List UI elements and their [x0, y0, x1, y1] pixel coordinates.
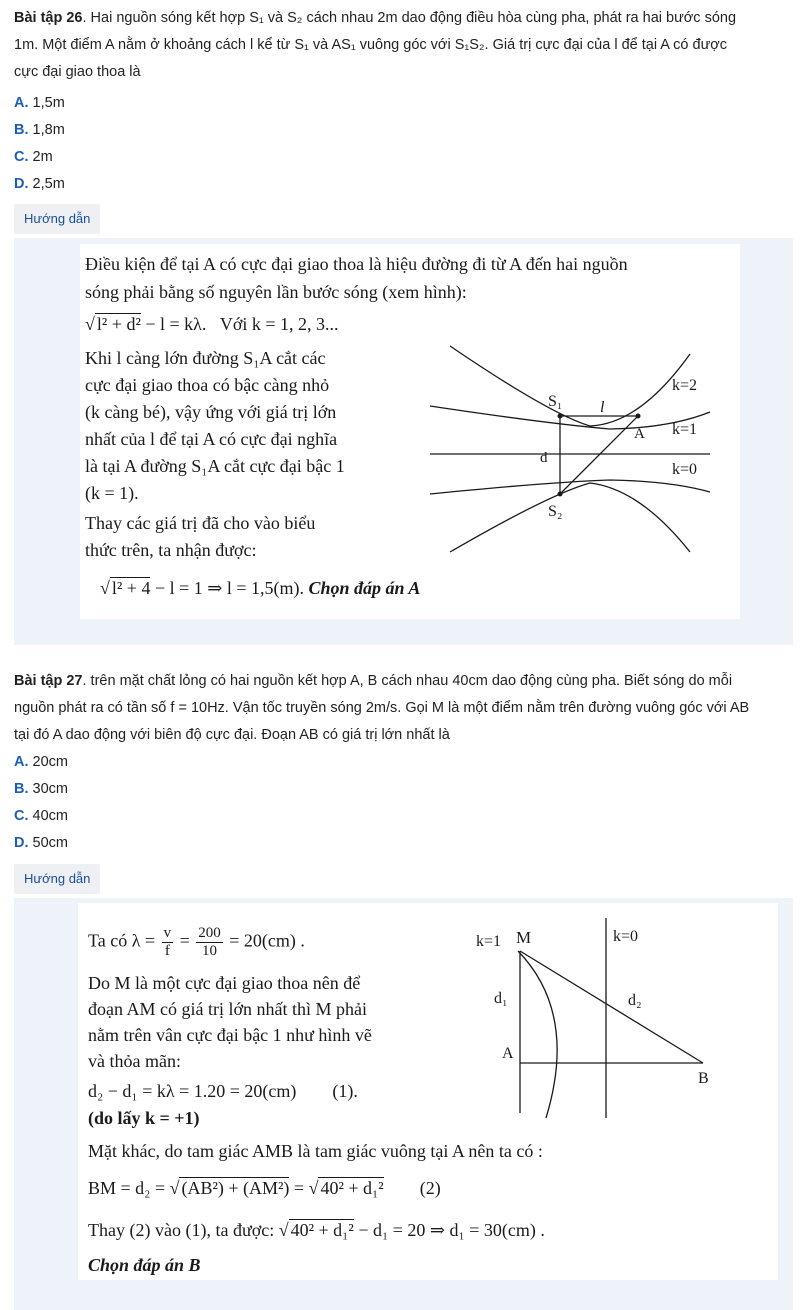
- q26-solution-scan: Điều kiện để tại A có cực đại giao thoa là hiệu đường đi từ A đến hai nguồn sóng phải bằng số nguyên lần bước sóng (xem hình): √ l² + d² − l = kλ. Với k = 1, 2, 3... Khi l càng lớn đường S₁A cắt các cực đại giao thoa có bậc càng nhỏ (k càng bé), vậy ứng với giá trị lớn nhất của l để tại A có cực đại nghĩa là tại A đường S₁A cắt cực đại bậc 1 (k = 1). Thay các giá trị đã cho vào biểu thức trên, ta nhận được: √ l² + 4 − l = 1 ⇒ l = 1,5(m). Chọn đáp án A k=2 k=1 k=0 S₁ S₂ l A d: [80, 244, 740, 619]
- q26-option-b[interactable]: B. 1,8m: [14, 122, 65, 138]
- question-27-text: Bài tập 27. trên mặt chất lỏng có hai nguồn kết hợp A, B cách nhau 40cm dao động cùng pha. Biết sóng do mỗi nguồn phát ra có tần số f = 10Hz. Vận tốc truyền sóng 2m/s. Gọi M là một điểm nằm trên đường vuông góc với AB tại đó A dao động với biên độ cực đại. Đoạn AB có giá trị lớn nhất là: [14, 673, 750, 743]
- q26-guide-button[interactable]: Hướng dẫn: [14, 204, 100, 234]
- q27-answer: Chọn đáp án B: [88, 1255, 201, 1275]
- fig-k0-label: k=0: [672, 461, 698, 478]
- q26-option-c[interactable]: C. 2m: [14, 149, 53, 165]
- q27-option-b[interactable]: B. 30cm: [14, 781, 68, 797]
- fig-s2-label: S₂: [548, 503, 563, 520]
- q27-solution-panel: [14, 898, 793, 1310]
- q26-solution-panel: [14, 238, 793, 645]
- q26-option-d[interactable]: D. 2,5m: [14, 176, 65, 192]
- fig27-k1-label: k=1: [476, 933, 502, 950]
- fig-d-label: d: [540, 450, 548, 466]
- fig27-a-label: A: [502, 1045, 514, 1062]
- q27-equation-2: BM = d₂ = √ (AB²) + (AM²) = √ 40² + d₁² (2): [88, 1178, 441, 1198]
- question-26-text: Bài tập 26. Hai nguồn sóng kết hợp S₁ và S₂ cách nhau 2m dao động điều hòa cùng pha, phát ra hai bước sóng 1m. Một điểm A nằm ở khoảng cách l kể từ S₁ và AS₁ vuông góc với S₁S₂. Giá trị cực đại của l để tại A có được cực đại giao thoa là: [14, 10, 737, 80]
- q27-equation-1: d₂ − d₁ = kλ = 1.20 = 20(cm) (1).: [88, 1081, 358, 1101]
- q27-equation-lambda: Ta có λ = $\frac{v}{f}$ = $\frac{200}{10}$ = 20(cm) .: [88, 925, 305, 959]
- fig27-d2-label: d₂: [628, 992, 642, 1009]
- q26-option-a[interactable]: A. 1,5m: [14, 95, 65, 111]
- q26-equation-1: √ l² + d² − l = kλ. Với k = 1, 2, 3...: [85, 314, 339, 334]
- q27-guide-button[interactable]: Hướng dẫn: [14, 864, 100, 894]
- fig27-m-label: M: [516, 928, 532, 947]
- fig27-k0-label: k=0: [613, 928, 639, 945]
- q27-equation-3: Thay (2) vào (1), ta được: √ 40² + d₁² − d₁ = 20 ⇒ d₁ = 30(cm) .: [88, 1220, 545, 1240]
- fig-k2-label: k=2: [672, 377, 698, 394]
- fig27-d1-label: d₁: [494, 990, 508, 1007]
- q26-equation-2: √ l² + 4 − l = 1 ⇒ l = 1,5(m). Chọn đáp án A: [100, 578, 421, 598]
- q27-option-a[interactable]: A. 20cm: [14, 754, 68, 770]
- fig27-b-label: B: [698, 1070, 709, 1087]
- fig-a-label: A: [634, 426, 645, 442]
- q27-solution-scan: Ta có λ = $\frac{v}{f}$ = $\frac{200}{10}$ = 20(cm) . Do M là một cực đại giao thoa nên để đoạn AM có giá trị lớn nhất thì M phải nằm trên vân cực đại bậc 1 như hình vẽ và thỏa mãn: d₂ − d₁ = kλ = 1.20 = 20(cm) (1). (do lấy k = +1) Mặt khác, do tam giác AMB là tam giác vuông tại A nên ta có : BM = d₂ = √ (AB²) + (AM²) = √ 40² + d₁² (2) Thay (2) vào (1), ta được: √ 40² + d₁² − d₁ = 20 ⇒ d₁ = 30(cm) . Chọn đáp án B k=1 M k=0 d₁ d₂ A B: [78, 903, 778, 1280]
- fig-l-label: l: [600, 399, 605, 416]
- question-26-label: Bài tập 26: [14, 10, 83, 26]
- q26-interference-figure: [410, 344, 730, 559]
- q27-option-c[interactable]: C. 40cm: [14, 808, 68, 824]
- fig-k1-label: k=1: [672, 421, 698, 438]
- q27-triangle-figure: [458, 913, 738, 1133]
- q27-option-d[interactable]: D. 50cm: [14, 835, 68, 851]
- fig-s1-label: S₁: [548, 393, 563, 410]
- question-27-label: Bài tập 27: [14, 673, 83, 689]
